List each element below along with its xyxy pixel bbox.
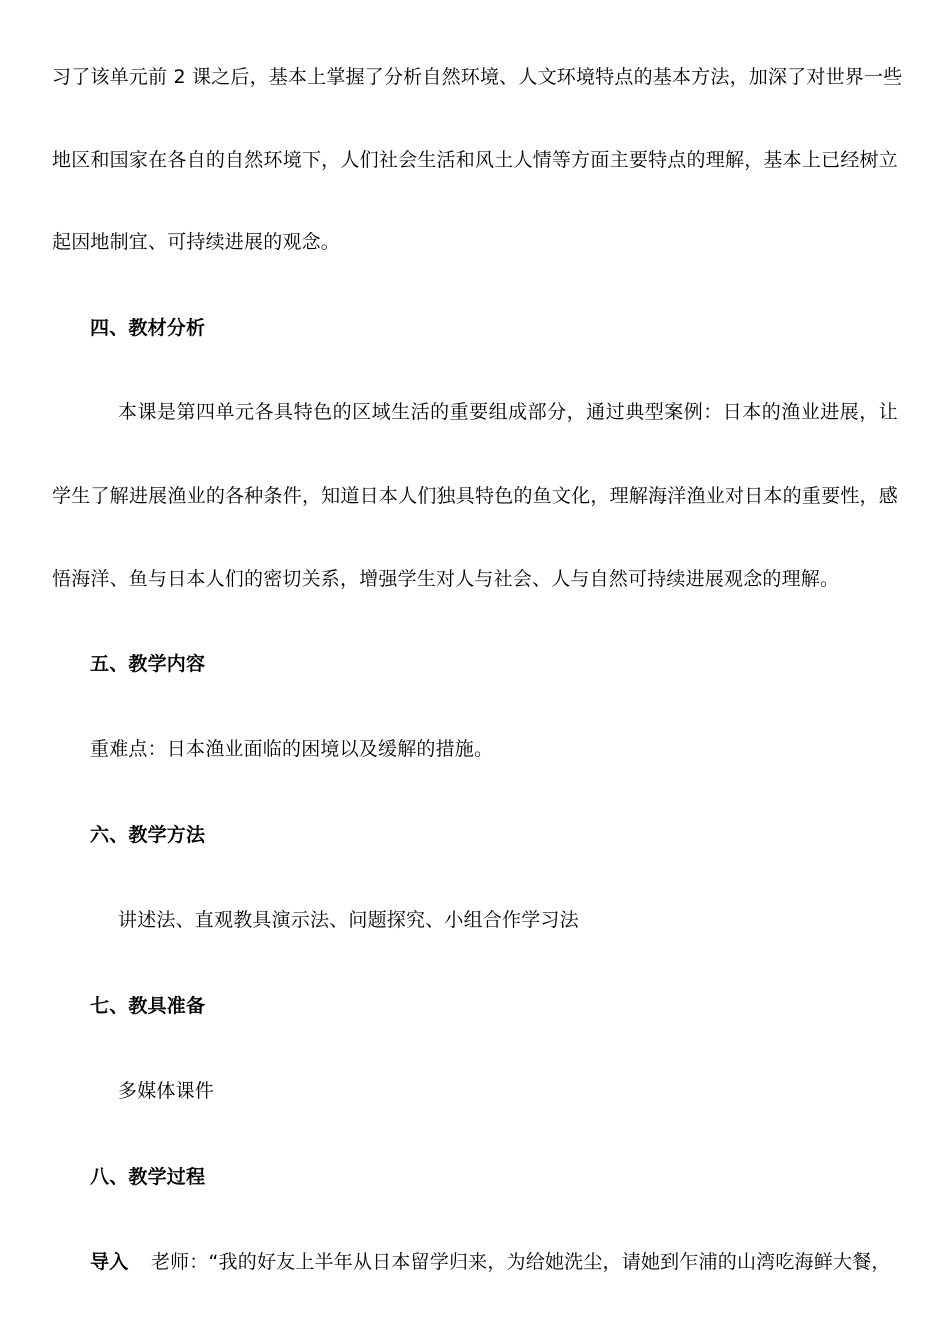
paragraph-line: 习了该单元前 2 课之后，基本上掌握了分析自然环境、人文环境特点的基本方法，加深了对世界一些 bbox=[52, 66, 903, 88]
paragraph-line: 多媒体课件 bbox=[118, 1080, 215, 1102]
section-heading-teaching-method: 六、教学方法 bbox=[90, 824, 206, 846]
paragraph-line: 学生了解进展渔业的各种条件，知道日本人们独具特色的鱼文化，理解海洋渔业对日本的重要性，感 bbox=[52, 485, 898, 507]
paragraph-line: 讲述法、直观教具演示法、问题探究、小组合作学习法 bbox=[118, 909, 579, 931]
section-heading-teaching-content: 五、教学内容 bbox=[90, 653, 206, 675]
intro-label: 导入 bbox=[90, 1251, 129, 1273]
paragraph-line: 本课是第四单元各具特色的区域生活的重要组成部分，通过典型案例：日本的渔业进展，让 bbox=[118, 401, 898, 423]
intro-line bbox=[90, 1250, 891, 1274]
paragraph-line: 悟海洋、鱼与日本人们的密切关系，增强学生对人与社会、人与自然可持续进展观念的理解。 bbox=[52, 568, 840, 590]
paragraph-line: 地区和国家在各自的自然环境下，人们社会生活和风土人情等方面主要特点的理解，基本上已经树立 bbox=[52, 149, 898, 171]
section-heading-teaching-process: 八、教学过程 bbox=[90, 1166, 206, 1188]
paragraph-line: 重难点：日本渔业面临的困境以及缓解的措施。 bbox=[90, 738, 494, 760]
section-heading-textbook-analysis: 四、教材分析 bbox=[90, 317, 206, 339]
section-heading-teaching-aids: 七、教具准备 bbox=[90, 995, 206, 1017]
intro-text: 老师：“我的好友上半年从日本留学归来，为给她洗尘，请她到乍浦的山湾吃海鲜大餐， bbox=[150, 1251, 891, 1273]
paragraph-line: 起因地制宜、可持续进展的观念。 bbox=[52, 231, 341, 253]
